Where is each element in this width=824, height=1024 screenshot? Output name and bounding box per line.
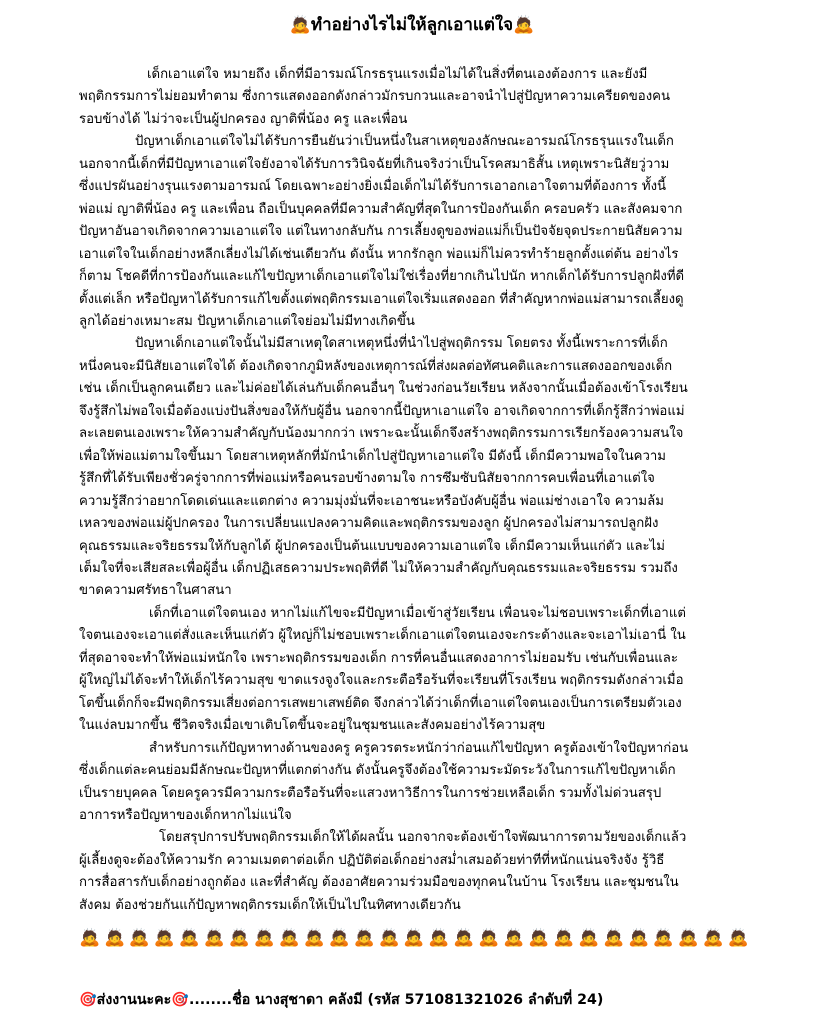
emoji-divider-row: [79, 926, 749, 950]
bowing-person-icon: 🙇: [378, 928, 400, 948]
paragraph-line: เช่น เด็กเป็นลูกคนเดียว และไม่ค่อยได้เล่นกับเด็กคนอื่นๆ ในช่วงก่อนวัยเรียน หลังจากนั้นเมื่อต้องเข้าโรงเรียน: [79, 381, 688, 397]
paragraph-line: ปัญหาอันอาจเกิดจากความเอาแต่ใจ แต่ในทางกลับกัน การเลี้ยงดูของพ่อแม่ก็เป็นปัจจัยจุดประกายนิสัยความ: [79, 224, 683, 240]
paragraph-4: [79, 603, 747, 738]
footer-text-author: ........ชื่อ นางสุชาดา คลังมี (รหัส 571081321026 ลำดับที่ 24): [188, 992, 604, 1008]
paragraph-line: คุณธรรมและจริยธรรมให้กับลูกได้ ผู้ปกครองเป็นต้นแบบของความเอาแต่ใจ เด็กมีความเห็นแก่ตัว และไม่: [79, 538, 665, 554]
paragraph-line: พ่อแม่ ญาติพี่น้อง ครู และเพื่อน ถือเป็นบุคคลที่มีความสำคัญที่สุดในการป้องกันเด็ก ครอบครัว และสังคมจาก: [79, 201, 683, 217]
paragraph-line: โดยสรุปการปรับพฤติกรรมเด็กให้ได้ผลนั้น นอกจากจะต้องเข้าใจพัฒนาการตามวัยของเด็กแล้ว: [159, 830, 687, 846]
footer-text-submit: ส่งงานนะคะ: [96, 992, 172, 1008]
paragraph-line: หนึ่งคนจะมีนิสัยเอาแต่ใจได้ ต้องเกิดจากภูมิหลังของเหตุการณ์ที่ส่งผลต่อทัศนคติและการแสดงออกของเด็ก: [79, 358, 673, 374]
paragraph-line: จึงรู้สึกไม่พอใจเมื่อต้องแบ่งปันสิ่งของให้กับผู้อื่น นอกจากนี้ปัญหาเอาแต่ใจ อาจเกิดจากการที่เด็กรู้สึกว่าพ่อแม่: [79, 403, 685, 419]
paragraph-line: ผู้เลี้ยงดูจะต้องให้ความรัก ความเมตตาต่อเด็ก ปฏิบัติต่อเด็กอย่างสม่ำเสมอด้วยท่าทีที่หนักแน่นจริงจัง รู้วิธี: [79, 852, 665, 868]
bowing-person-icon: 🙇: [353, 928, 375, 948]
bowing-person-icon: 🙇: [103, 928, 126, 948]
bowing-person-icon: 🙇: [289, 15, 311, 35]
paragraph-line: เหลวของพ่อแม่ผู้ปกครอง ในการเปลี่ยนแปลงความคิดและพฤติกรรมของลูก ผู้ปกครองไม่สามารถปลูกฝัง: [79, 516, 659, 532]
paragraph-line: นอกจากนี้เด็กที่มีปัญหาเอาแต่ใจยังอาจได้รับการวินิจฉัยที่เกินจริงว่าเป็นโรคสมาธิสั้น เหตุเพราะนิสัยวู่วาม: [79, 156, 670, 172]
bowing-person-icon: 🙇: [253, 928, 275, 948]
paragraph-line: ในแง่ลบมากขึ้น ชีวิตจริงเมื่อเขาเติบโตขึ้นจะอยู่ในชุมชนและสังคมอย่างไร้ความสุข: [79, 718, 546, 734]
paragraph-line: ใจตนเองจะเอาแต่สั่งและเห็นแก่ตัว ผู้ใหญ่ก็ไม่ชอบเพราะเด็กเอาแต่ใจตนเองจะกระด้างและจะเอาไม่เอานี่ ใน: [79, 628, 686, 644]
target-icon: 🎯: [79, 992, 97, 1008]
bowing-person-icon: 🙇: [603, 928, 625, 948]
submission-footer: [79, 988, 779, 1012]
bowing-person-icon: 🙇: [178, 928, 200, 948]
paragraph-line: ผู้ใหญ่ไม่ได้จะทำให้เด็กไร้ความสุข ขาดแรงจูงใจและกระตือรือร้นที่จะเรียนที่โรงเรียน พฤติกรรมดังกล่าวเมื่อ: [79, 673, 684, 689]
bowing-person-icon: 🙇: [652, 928, 675, 948]
bowing-person-icon: 🙇: [478, 928, 500, 948]
bowing-person-icon: 🙇: [513, 15, 535, 35]
paragraph-line: ลูกได้อย่างเหมาะสม ปัญหาเด็กเอาแต่ใจย่อมไม่มีทางเกิดขึ้น: [79, 313, 415, 329]
paragraph-line: ตั้งแต่เล็ก หรือปัญหาได้รับการแก้ไขตั้งแต่พฤติกรรมเอาแต่ใจเริ่มแสดงออก ที่สำคัญหากพ่อแม่สามารถเลี้ยงดู: [79, 291, 684, 307]
page-title: [0, 12, 824, 38]
paragraph-line: เด็กเอาแต่ใจ หมายถึง เด็กที่มีอารมณ์โกรธรุนแรงเมื่อไม่ได้ในสิ่งที่ตนเองต้องการ และยังมี: [147, 67, 648, 82]
bowing-person-icon: 🙇: [578, 928, 600, 948]
paragraph-line: ที่สุดอาจจะทำให้พ่อแม่หนักใจ เพราะพฤติกรรมของเด็ก การที่คนอื่นแสดงอาการไม่ยอมรับ เช่นกับเพื่อนและ: [79, 650, 678, 666]
bowing-person-icon: 🙇: [203, 928, 225, 948]
paragraph-5: [79, 738, 747, 828]
paragraph-line: ขาดความศรัทธาในศาสนา: [79, 583, 232, 599]
paragraph-line: พฤติกรรมการไม่ยอมทำตาม ซึ่งการแสดงออกดังกล่าวมักรบกวนและอาจนำไปสู่ปัญหาความเครียดของคน: [79, 89, 670, 105]
bowing-person-icon: 🙇: [503, 928, 525, 948]
paragraph-line: ความรู้สึกว่าอยากโดดเด่นและแตกต่าง ความมุ่งมั่นที่จะเอาชนะหรือบังคับผู้อื่น พ่อแม่ช่างเอาใจ ความล้ม: [79, 493, 664, 509]
paragraph-line: ซึ่งเด็กแต่ละคนย่อมมีลักษณะปัญหาที่แตกต่างกัน ดังนั้นครูจึงต้องใช้ความระมัดระวังในการแก้ไขปัญหาเด็ก: [79, 763, 676, 779]
bowing-person-icon: 🙇: [677, 928, 700, 948]
bowing-person-icon: 🙇: [79, 928, 101, 948]
bowing-person-icon: 🙇: [228, 928, 250, 948]
bowing-person-icon: 🙇: [727, 928, 749, 948]
paragraph-3: [79, 333, 747, 602]
paragraph-line: เอาแต่ใจในเด็กอย่างหลีกเลี่ยงไม่ได้เช่นเดียวกัน ดังนั้น หากรักลูก พ่อแม่ก็ไม่ควรทำร้ายลูกตั้งแต่ต้น อย่างไร: [79, 246, 679, 262]
paragraph-2: [79, 131, 747, 333]
paragraph-line: ละเลยตนเองเพราะให้ความสำคัญกับน้องมากกว่า เพราะฉะนั้นเด็กจึงสร้างพฤติกรรมการเรียกร้องความสนใจ: [79, 426, 684, 442]
bowing-person-icon: 🙇: [428, 928, 450, 948]
paragraph-line: รู้สึกที่ได้รับเพียงชั่วครู่จากการที่พ่อแม่หรือคนรอบข้างตามใจ การซึมซับนิสัยจากการคบเพื่อนที่เอาแต่ใจ: [79, 471, 655, 487]
paragraph-line: ปัญหาเด็กเอาแต่ใจไม่ได้รับการยืนยันว่าเป็นหนึ่งในสาเหตุของลักษณะอารมณ์โกรธรุนแรงในเด็ก: [135, 134, 674, 150]
bowing-person-icon: 🙇: [303, 928, 325, 948]
bowing-person-icon: 🙇: [153, 928, 176, 948]
paragraph-line: สำหรับการแก้ปัญหาทางด้านของครู ครูควรตระหนักว่าก่อนแก้ไขปัญหา ครูต้องเข้าใจปัญหาก่อน: [149, 740, 689, 756]
paragraph-line: รอบข้างได้ ไม่ว่าจะเป็นผู้ปกครอง ญาติพี่น้อง ครู และเพื่อน: [79, 111, 408, 127]
paragraph-line: เป็นรายบุคคล โดยครูควรมีความกระตือรือร้นที่จะแสวงหาวิธีการในการช่วยเหลือเด็ก รวมทั้งไม่ด่วนสรุป: [79, 785, 662, 801]
bowing-person-icon: 🙇: [403, 928, 425, 948]
paragraph-line: เด็กที่เอาแต่ใจตนเอง หากไม่แก้ไขจะมีปัญหาเมื่อเข้าสู่วัยเรียน เพื่อนจะไม่ชอบเพราะเด็กที่เอาแต่: [149, 605, 686, 621]
bowing-person-icon: 🙇: [128, 928, 151, 948]
bowing-person-icon: 🙇: [328, 928, 350, 948]
paragraph-1: [79, 64, 747, 131]
paragraph-line: ซึ่งแปรผันอย่างรุนแรงตามอารมณ์ โดยเฉพาะอย่างยิ่งเมื่อเด็กไม่ได้รับการเอาอกเอาใจตามที่ต้องการ ทั้งนี้: [79, 179, 667, 195]
bowing-person-icon: 🙇: [553, 928, 575, 948]
paragraph-line: ปัญหาเด็กเอาแต่ใจนั้นไม่มีสาเหตุใดสาเหตุหนึ่งที่นำไปสู่พฤติกรรม โดยตรง ทั้งนี้เพราะการที่เด็ก: [135, 336, 668, 352]
paragraph-line: โตขึ้นเด็กก็จะมีพฤติกรรมเสี่ยงต่อการเสพยาเสพย์ติด จึงกล่าวได้ว่าเด็กที่เอาแต่ใจตนเองเป็นการเตรียมตัวเอง: [79, 695, 682, 711]
paragraph-line: สังคม ต้องช่วยกันแก้ปัญหาพฤติกรรมเด็กให้เป็นไปในทิศทางเดียวกัน: [79, 897, 461, 913]
bowing-person-icon: 🙇: [627, 928, 650, 948]
paragraph-line: อาการหรือปัญหาของเด็กหากไม่แน่ใจ: [79, 807, 292, 823]
page-title-text: ทำอย่างไรไม่ให้ลูกเอาแต่ใจ: [310, 15, 514, 35]
bowing-person-icon: 🙇: [528, 928, 550, 948]
paragraph-line: เต็มใจที่จะเสียสละเพื่อผู้อื่น เด็กปฏิเสธความประพฤติที่ดี ไม่ให้ความสำคัญกับคุณธรรมและจริยธรรม รวมถึง: [79, 560, 678, 576]
target-icon: 🎯: [171, 992, 189, 1008]
article-body: [79, 64, 747, 917]
paragraph-line: ก็ตาม โชคดีที่การป้องกันและแก้ไขปัญหาเด็กเอาแต่ใจไม่ใช่เรื่องที่ยากเกินไปนัก หากเด็กได้รับการปลูกฝังที่ดี: [79, 269, 685, 285]
bowing-person-icon: 🙇: [453, 928, 475, 948]
bowing-person-icon: 🙇: [702, 928, 724, 948]
paragraph-6: [79, 827, 747, 917]
bowing-person-icon: 🙇: [278, 928, 300, 948]
paragraph-line: การสื่อสารกับเด็กอย่างถูกต้อง และที่สำคัญ ต้องอาศัยความร่วมมือของทุกคนในบ้าน โรงเรียน และชุมชนใน: [79, 875, 679, 891]
paragraph-line: เพื่อให้พ่อแม่ตามใจขึ้นมา โดยสาเหตุหลักที่มักนำเด็กไปสู่ปัญหาเอาแต่ใจ มีดังนี้ เด็กมีความพอใจในความ: [79, 448, 666, 464]
